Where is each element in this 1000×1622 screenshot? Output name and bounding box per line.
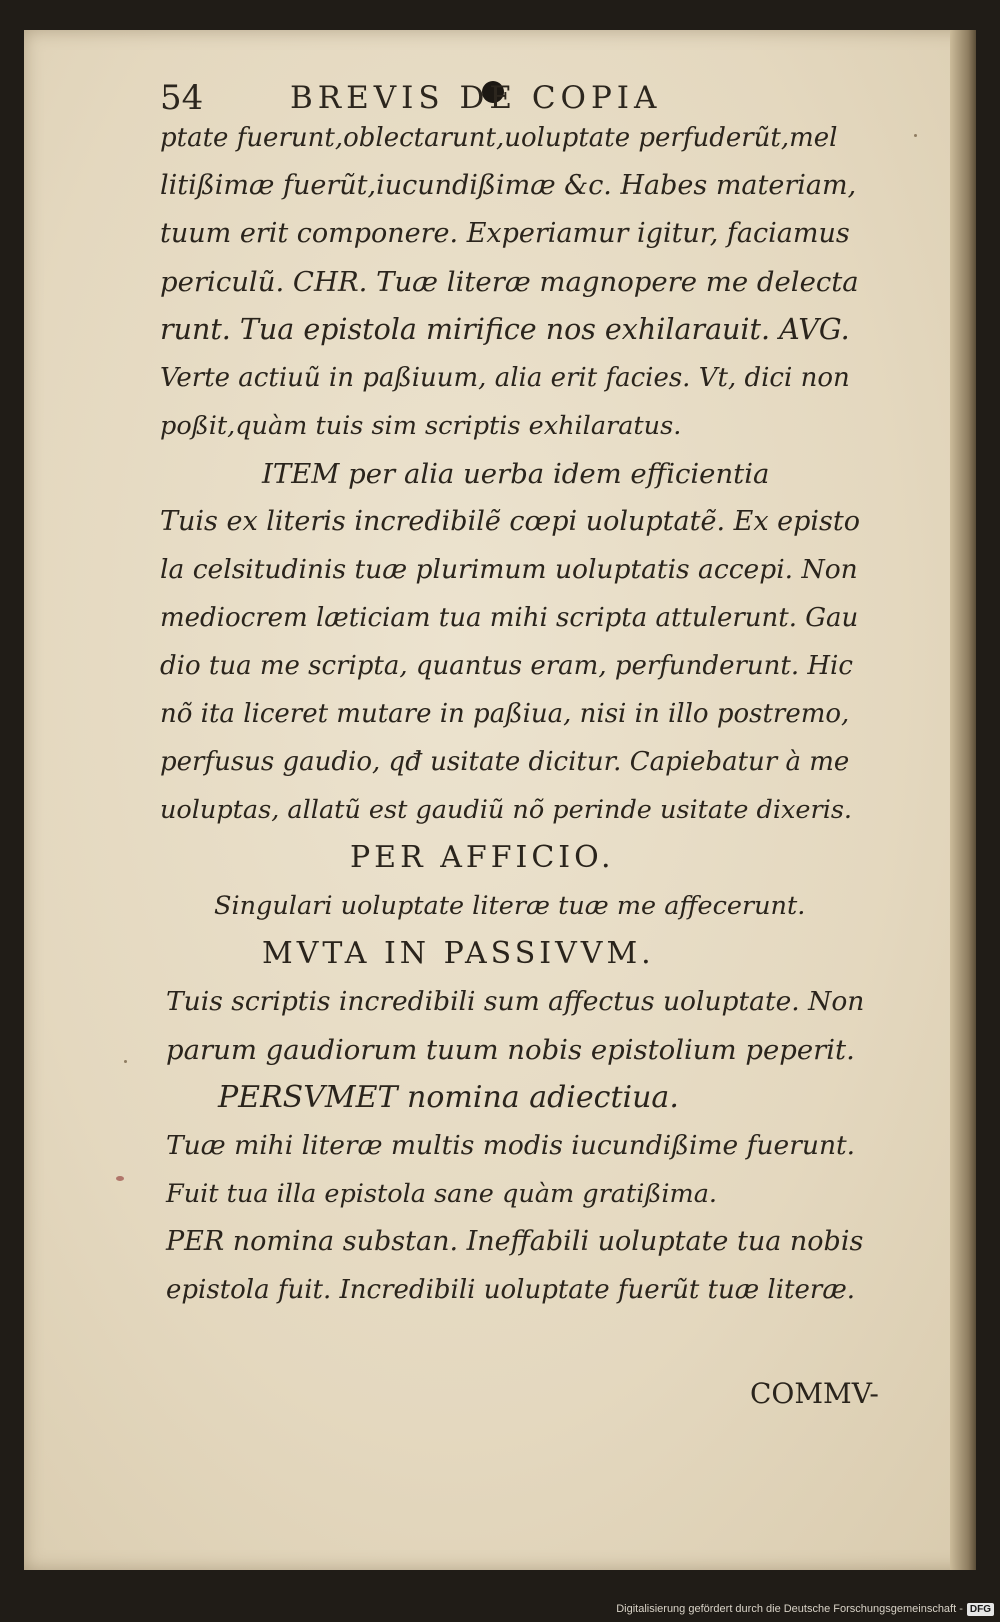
- text-line: nõ ita liceret mutare in paßiua, nisi in illo postremo,: [160, 699, 850, 729]
- text-line: litißimæ fuerũt,iucundißimæ &c. Habes materiam,: [160, 170, 857, 201]
- text-line: runt. Tua epistola mirifice nos exhilarauit. AVG.: [160, 313, 850, 346]
- text-line: epistola fuit. Incredibili uoluptate fuerũt tuæ literæ.: [166, 1275, 856, 1305]
- text-line: perfusus gaudio, qđ usitate dicitur. Capiebatur à me: [160, 747, 850, 777]
- text-line: PER AFFICIO.: [350, 840, 615, 875]
- running-head: [160, 78, 720, 122]
- text-line: mediocrem læticiam tua mihi scripta attulerunt. Gau: [160, 603, 859, 633]
- text-line: tuum erit componere. Experiamur igitur, faciamus: [160, 218, 850, 249]
- digitization-footer: [616, 1600, 994, 1618]
- paper-speck: [124, 1060, 127, 1063]
- text-line: Tuis scriptis incredibili sum affectus uoluptate. Non: [166, 986, 865, 1017]
- text-line: periculũ. CHR. Tuæ literæ magnopere me delecta: [160, 266, 859, 298]
- catchword: COMMV-: [750, 1377, 879, 1410]
- text-line: MVTA IN PASSIVVM.: [262, 936, 655, 971]
- text-line: Verte actiuũ in paßiuum, alia erit facies. Vt, dici non: [160, 363, 850, 393]
- paper-stain: [116, 1176, 124, 1181]
- text-line: ptate fuerunt,oblectarunt,uoluptate perfuderũt,mel: [160, 123, 838, 153]
- text-line: Tuis ex literis incredibilẽ cœpi uoluptatẽ. Ex episto: [160, 506, 860, 537]
- text-line: PER nomina substan. Ineffabili uoluptate tua nobis: [166, 1226, 864, 1257]
- text-line: poßit,quàm tuis sim scriptis exhilaratus.: [160, 411, 682, 441]
- book-spine-edge: [950, 30, 976, 1570]
- text-line: uoluptas, allatũ est gaudiũ nõ perinde usitate dixeris.: [160, 795, 853, 825]
- text-line: parum gaudiorum tuum nobis epistolium peperit.: [166, 1034, 855, 1066]
- running-head-title: BREVIS DE COPIA: [290, 80, 662, 116]
- page-number: 54: [160, 78, 204, 118]
- footer-credit: Digitalisierung gefördert durch die Deutsche Forschungsgemeinschaft -: [616, 1603, 963, 1615]
- text-line: Tuæ mihi literæ multis modis iucundißime fuerunt.: [166, 1130, 856, 1161]
- text-line: dio tua me scripta, quantus eram, perfunderunt. Hic: [160, 651, 853, 681]
- dfg-logo: DFG: [967, 1603, 994, 1616]
- text-line: Singulari uoluptate literæ tuæ me affecerunt.: [214, 891, 806, 921]
- paper-speck: [914, 134, 917, 137]
- text-line: la celsitudinis tuæ plurimum uoluptatis accepi. Non: [160, 554, 858, 585]
- text-line: ITEM per alia uerba idem efficientia: [262, 458, 770, 490]
- text-line: Fuit tua illa epistola sane quàm gratißima.: [166, 1179, 718, 1209]
- text-line: PERSVMET nomina adiectiua.: [218, 1080, 679, 1115]
